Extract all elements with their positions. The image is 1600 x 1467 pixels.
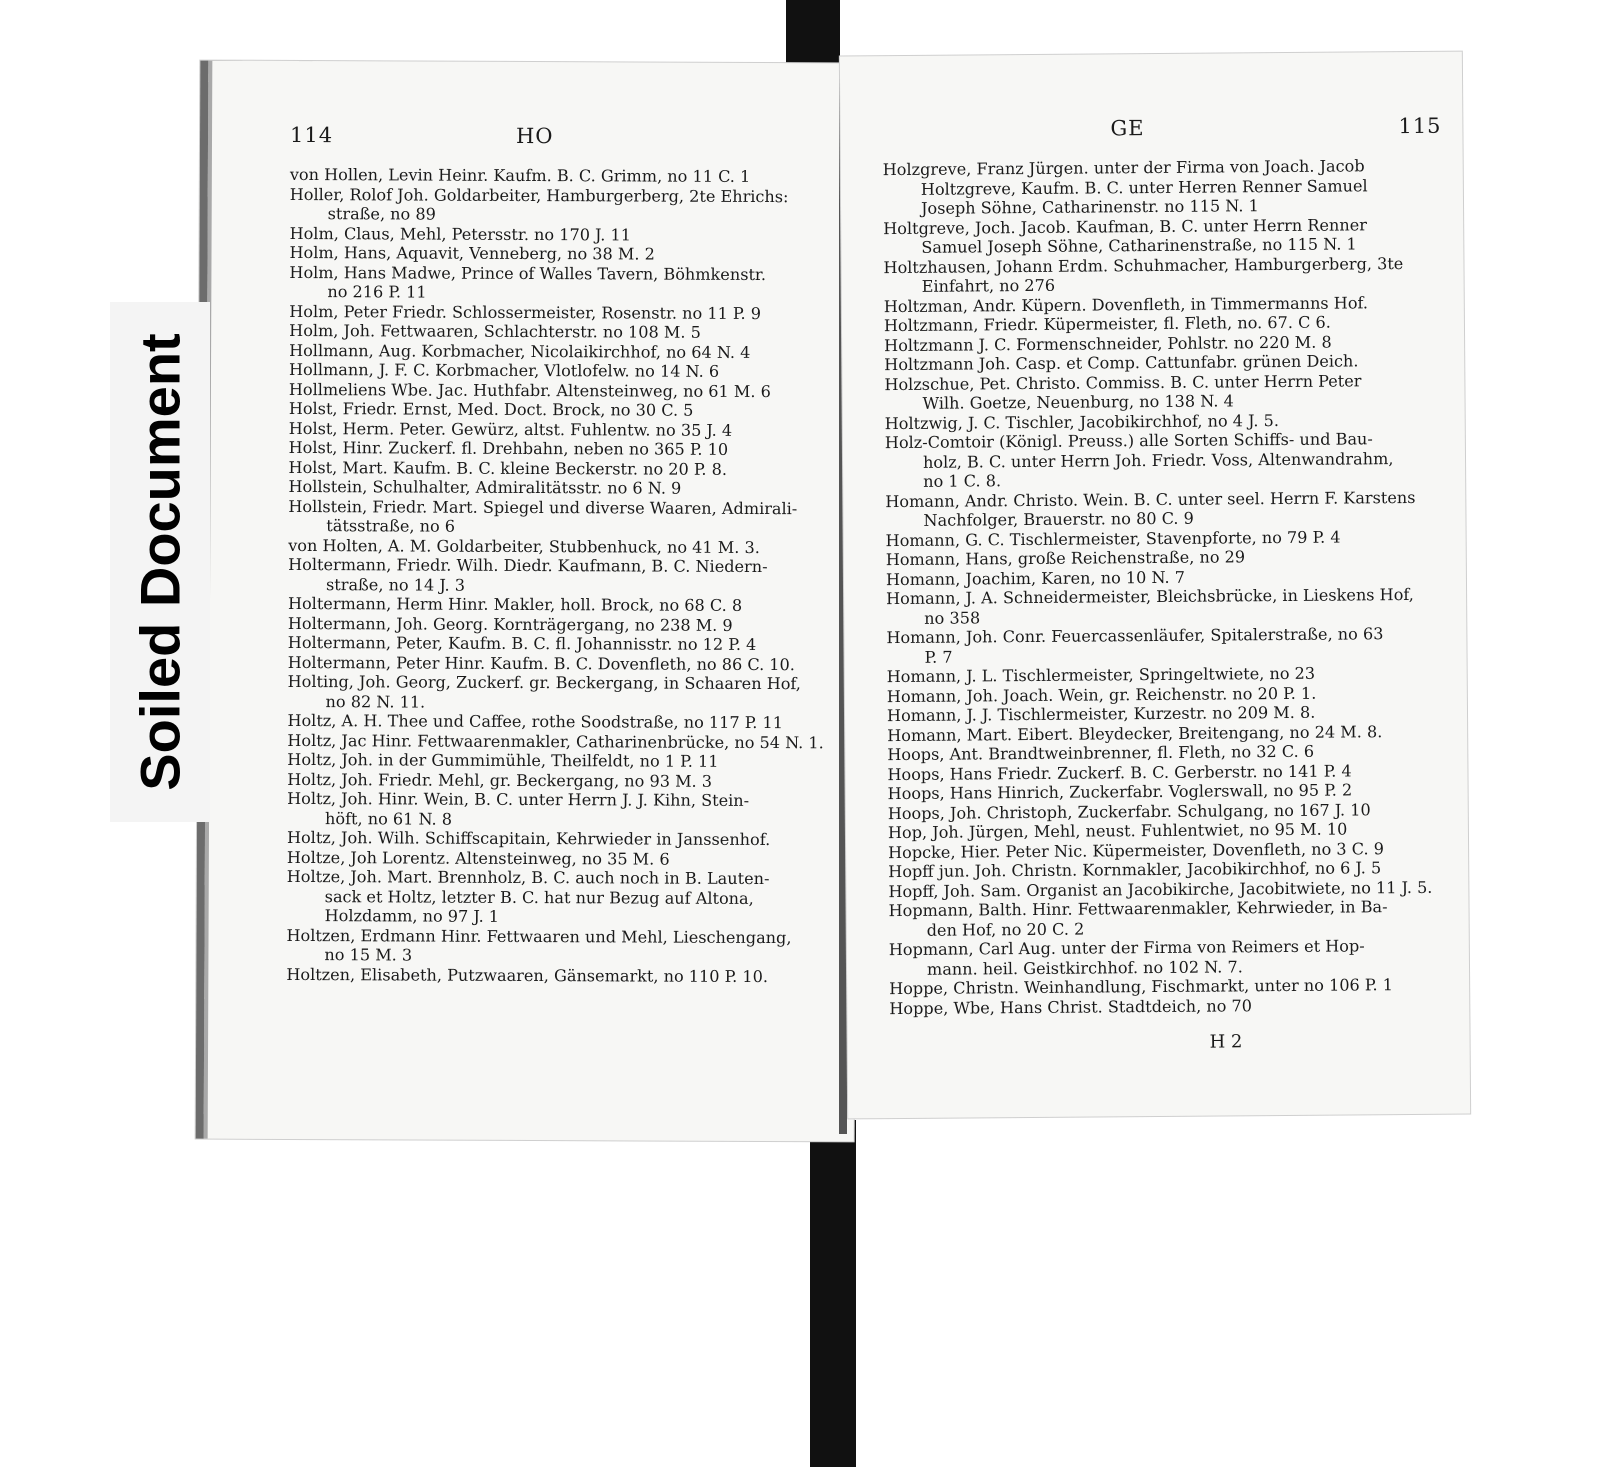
directory-entry <box>885 429 1429 472</box>
directory-entry <box>290 165 826 187</box>
directory-entry <box>289 457 825 479</box>
page-heading-left: HO <box>515 123 554 149</box>
directory-entry <box>286 925 823 966</box>
directory-entry <box>288 613 824 635</box>
entry-text: Holtz, Joh. Hinr. Wein, B. C. unter Herrn J. J. Kihn, Stein- <box>287 788 750 810</box>
directory-entry <box>287 711 823 733</box>
entry-text: Homann, J. L. Tischlermeister, Springeltwiete, no 23 <box>886 663 1316 687</box>
directory-entry <box>883 214 1427 257</box>
entry-text: Hollstein, Schulhalter, Admiralitätsstr. no 6 N. 9 <box>288 476 682 498</box>
entry-list-right <box>883 156 1434 1018</box>
entry-text: Holst, Hinr. Zuckerf. fl. Drehbahn, neben no 365 P. 10 <box>288 437 729 459</box>
directory-entry <box>288 652 824 674</box>
open-book <box>198 54 1466 1134</box>
directory-entry <box>289 243 825 265</box>
entry-continuation: höft, no 61 N. 8 <box>325 808 453 829</box>
directory-entry <box>288 555 825 596</box>
soiled-document-label <box>110 302 210 822</box>
book-spine-bottom <box>810 1120 856 1467</box>
directory-entry <box>889 936 1433 979</box>
entry-text: Holtzen, Erdmann Hinr. Fettwaaren und Mehl, Lieschengang, <box>286 925 792 947</box>
entry-text: Hoops, Hans Hinrich, Zuckerfabr. Voglerswall, no 95 P. 2 <box>887 780 1353 804</box>
directory-entry <box>289 301 825 323</box>
page-heading-right: GE <box>1110 116 1145 141</box>
entry-text: Holm, Claus, Mehl, Petersstr. no 170 J. 11 <box>289 223 632 244</box>
entry-continuation: P. 7 <box>924 647 953 667</box>
entry-text: Holtzmann Joh. Casp. et Comp. Cattunfabr. grünen Deich. <box>884 351 1359 375</box>
directory-entry <box>289 340 825 362</box>
entry-text: Hollstein, Friedr. Mart. Spiegel und diverse Waaren, Admirali- <box>288 496 798 518</box>
entry-text: Homann, Joachim, Karen, no 10 N. 7 <box>885 567 1186 589</box>
entry-continuation: no 358 <box>924 607 981 628</box>
entry-text: Holtz, Joh. Wilh. Schiffscapitain, Kehrwieder in Janssenhof. <box>286 827 771 850</box>
entry-text: von Hollen, Levin Heinr. Kaufm. B. C. Grimm, no 11 C. 1 <box>289 164 751 186</box>
directory-entry <box>287 847 823 869</box>
directory-entry <box>288 594 824 616</box>
directory-entry <box>287 750 823 772</box>
entry-continuation: Joseph Söhne, Catharinenstr. no 115 N. 1 <box>920 196 1259 218</box>
entry-list-left <box>286 165 826 986</box>
entry-text: Holtz, Joh. in der Gummimühle, Theilfeldt, no 1 P. 11 <box>287 749 719 771</box>
signature-mark: H 2 <box>1209 1031 1243 1053</box>
directory-entry <box>883 253 1427 296</box>
entry-text: Homann, J. J. Tischlermeister, Kurzestr. no 209 M. 8. <box>886 702 1316 726</box>
entry-text: Hollmann, Aug. Korbmacher, Nicolaikirchhof, no 64 N. 4 <box>289 340 751 362</box>
directory-entry <box>287 906 823 928</box>
directory-entry <box>287 828 823 850</box>
directory-entry <box>290 223 826 245</box>
entry-text: Holtermann, Peter, Kaufm. B. C. fl. Johannisstr. no 12 P. 4 <box>287 632 757 655</box>
entry-text: Holtzman, Andr. Küpern. Dovenfleth, in Timmermanns Hof. <box>883 292 1369 316</box>
entry-continuation: den Hof, no 20 C. 2 <box>926 919 1085 940</box>
entry-text: Holzgreve, Franz Jürgen. unter der Firma von Joach. Jacob <box>882 156 1365 180</box>
entry-text: Hollmann, J. F. C. Korbmacher, Vlotlofelw. no 14 N. 6 <box>288 359 720 381</box>
entry-continuation: straße, no 14 J. 3 <box>326 574 466 595</box>
entry-text: Holler, Rolof Joh. Goldarbeiter, Hamburgerberg, 2te Ehrichs: <box>289 184 789 206</box>
entry-text: Hoops, Hans Friedr. Zuckerf. B. C. Gerberstr. no 141 P. 4 <box>887 760 1352 784</box>
entry-text: Holtz, A. H. Thee und Caffee, rothe Soodstraße, no 117 P. 11 <box>287 710 784 733</box>
entry-continuation: Wilh. Goetze, Neuenburg, no 138 N. 4 <box>922 391 1234 413</box>
entry-continuation: tätsstraße, no 6 <box>326 516 456 536</box>
entry-text: Holst, Mart. Kaufm. B. C. kleine Beckerstr. no 20 P. 8. <box>288 457 728 479</box>
entry-continuation: mann. heil. Geistkirchhof. no 102 N. 7. <box>926 956 1243 979</box>
directory-entry <box>287 789 824 830</box>
entry-text: Holm, Hans Madwe, Prince of Walles Tavern, Böhmkenstr. <box>289 262 767 284</box>
entry-text: Holm, Peter Friedr. Schlossermeister, Rosenstr. no 11 P. 9 <box>289 301 762 323</box>
entry-continuation: Nachfolger, Brauerstr. no 80 C. 9 <box>923 508 1194 530</box>
entry-continuation: Einfahrt, no 276 <box>921 275 1056 296</box>
entry-text: Hopmann, Carl Aug. unter der Firma von Reimers et Hop- <box>888 936 1365 960</box>
directory-entry <box>287 769 823 791</box>
entry-text: Hopmann, Balth. Hinr. Fettwaarenmakler, Kehrwieder, in Ba- <box>888 897 1388 921</box>
entry-text: Homann, Joh. Conr. Feuercassenläufer, Spitalerstraße, no 63 <box>886 624 1384 648</box>
entry-text: Hopcke, Hier. Peter Nic. Küpermeister, Dovenfleth, no 3 C. 9 <box>888 838 1384 862</box>
entry-text: Holtz, Joh. Friedr. Mehl, gr. Beckergang, no 93 M. 3 <box>287 769 713 791</box>
entry-text: Holtzmann, Friedr. Küpermeister, fl. Fleth, no. 67. C 6. <box>883 312 1331 336</box>
page-number-right: 115 <box>1398 113 1442 139</box>
entry-continuation: no 216 P. 11 <box>327 282 427 302</box>
entry-text: Homann, Andr. Christo. Wein. B. C. unter seel. Herrn F. Karstens <box>885 487 1416 511</box>
entry-text: Holtzmann J. C. Formenschneider, Pohlstr. no 220 M. 8 <box>884 332 1332 355</box>
entry-continuation: no 1 C. 8. <box>923 471 1002 491</box>
directory-entry <box>883 156 1427 199</box>
directory-entry <box>289 418 825 440</box>
entry-continuation: Samuel Joseph Söhne, Catharinenstraße, no 115 N. 1 <box>921 234 1357 257</box>
entry-text: Hoppe, Wbe, Hans Christ. Stadtdeich, no 70 <box>889 995 1253 1018</box>
entry-text: Hoppe, Christn. Weinhandlung, Fischmarkt, unter no 106 P. 1 <box>889 975 1393 999</box>
entry-text: Holtzen, Elisabeth, Putzwaaren, Gänsemarkt, no 110 P. 10. <box>286 964 769 986</box>
entry-text: Homann, Mart. Eibert. Bleydecker, Breitengang, no 24 M. 8. <box>887 721 1383 745</box>
directory-entry <box>289 379 825 401</box>
entry-text: Hoops, Joh. Christoph, Zuckerfabr. Schulgang, no 167 J. 10 <box>887 799 1371 823</box>
entry-text: Hop, Joh. Jürgen, Mehl, neust. Fuhlentwiet, no 95 M. 10 <box>887 819 1348 843</box>
directory-entry <box>886 585 1430 628</box>
entry-text: Holtermann, Peter Hinr. Kaufm. B. C. Dovenfleth, no 86 C. 10. <box>287 652 795 674</box>
entry-text: Holtermann, Friedr. Wilh. Diedr. Kaufmann, B. C. Niedern- <box>288 554 768 577</box>
directory-entry <box>884 370 1428 413</box>
page-number-left: 114 <box>289 122 334 148</box>
entry-text: Holst, Herm. Peter. Gewürz, altst. Fuhlentw. no 35 J. 4 <box>288 418 733 440</box>
left-page <box>196 61 859 1142</box>
entry-text: Homann, Hans, große Reichenstraße, no 29 <box>885 547 1246 570</box>
entry-text: Homann, Joh. Joach. Wein, gr. Reichenstr. no 20 P. 1. <box>886 683 1317 706</box>
entry-continuation: Holzdamm, no 97 J. 1 <box>324 906 500 926</box>
entry-continuation: no 15 M. 3 <box>324 945 413 965</box>
directory-entry <box>288 496 825 537</box>
entry-text: Holtermann, Joh. Georg. Kornträgergang, no 238 M. 9 <box>287 613 733 635</box>
directory-entry <box>289 262 826 303</box>
directory-entry <box>289 399 825 421</box>
entry-continuation: no 82 N. 11. <box>325 691 426 712</box>
entry-text: Homann, J. A. Schneidermeister, Bleichsbrücke, in Lieskens Hof, <box>886 584 1414 609</box>
entry-text: Holz-Comtoir (Königl. Preuss.) alle Sorten Schiffs- und Bau- <box>884 429 1373 453</box>
directory-entry <box>888 897 1432 940</box>
directory-entry <box>886 624 1430 667</box>
entry-text: Hoops, Ant. Brandtweinbrenner, fl. Fleth, no 32 C. 6 <box>887 741 1315 765</box>
entry-text: Holtze, Joh. Mart. Brennholz, B. C. auch noch in B. Lauten- <box>286 866 770 889</box>
directory-entry <box>288 477 824 499</box>
directory-entry <box>288 535 824 557</box>
entry-text: von Holten, A. M. Goldarbeiter, Stubbenhuck, no 41 M. 3. <box>288 535 760 557</box>
directory-entry <box>885 487 1429 530</box>
directory-entry <box>289 438 825 460</box>
entry-text: Holtze, Joh Lorentz. Altensteinweg, no 35 M. 6 <box>286 847 670 869</box>
soiled-document-text: Soiled Document <box>128 333 192 791</box>
entry-text: Holtz, Jac Hinr. Fettwaarenmakler, Catharinenbrücke, no 54 N. 1. <box>287 730 824 752</box>
entry-text: Holting, Joh. Georg, Zuckerf. gr. Beckergang, in Schaaren Hof, <box>287 671 801 694</box>
directory-entry <box>889 994 1433 1018</box>
entry-text: Hopff, Joh. Sam. Organist an Jacobikirche, Jacobitwiete, no 11 J. 5. <box>888 877 1433 901</box>
entry-text: Holzschue, Pet. Christo. Commiss. B. C. unter Herrn Peter <box>884 370 1362 394</box>
directory-entry <box>290 184 827 225</box>
entry-text: Holst, Friedr. Ernst, Med. Doct. Brock, no 30 C. 5 <box>288 398 694 420</box>
entry-text: Holm, Hans, Aquavit, Venneberg, no 38 M. 2 <box>289 242 655 264</box>
entry-text: Hopff jun. Joh. Christn. Kornmakler, Jacobikirchhof, no 6 J. 5 <box>888 858 1382 882</box>
entry-text: Holtgreve, Joch. Jacob. Kaufman, B. C. unter Herrn Renner <box>883 214 1367 238</box>
entry-text: Holtzwig, J. C. Tischler, Jacobikirchhof, no 4 J. 5. <box>884 410 1279 433</box>
directory-entry <box>289 360 825 382</box>
directory-entry <box>287 867 824 908</box>
directory-entry <box>288 672 825 713</box>
entry-text: Holtzhausen, Johann Erdm. Schuhmacher, Hamburgerberg, 3te <box>883 253 1404 277</box>
entry-text: Holm, Joh. Fettwaaren, Schlachterstr. no 108 M. 5 <box>289 320 701 342</box>
entry-text: Holtermann, Herm Hinr. Makler, holl. Brock, no 68 C. 8 <box>287 593 743 615</box>
entry-continuation: Holtzgreve, Kaufm. B. C. unter Herren Renner Samuel <box>920 175 1368 199</box>
directory-entry <box>288 633 824 655</box>
entry-continuation: holz, B. C. unter Herrn Joh. Friedr. Voss, Altenwandrahm, <box>922 448 1394 472</box>
entry-text: Homann, G. C. Tischlermeister, Stavenpforte, no 79 P. 4 <box>885 527 1341 550</box>
directory-entry <box>286 964 822 986</box>
right-page <box>840 52 1470 1119</box>
entry-text: Hollmeliens Wbe. Jac. Huthfabr. Altensteinweg, no 61 M. 6 <box>288 379 771 401</box>
entry-continuation: straße, no 89 <box>327 204 436 224</box>
directory-entry <box>287 730 823 752</box>
directory-entry <box>289 321 825 343</box>
entry-continuation: sack et Holtz, letzter B. C. hat nur Bezug auf Altona, <box>324 886 754 908</box>
